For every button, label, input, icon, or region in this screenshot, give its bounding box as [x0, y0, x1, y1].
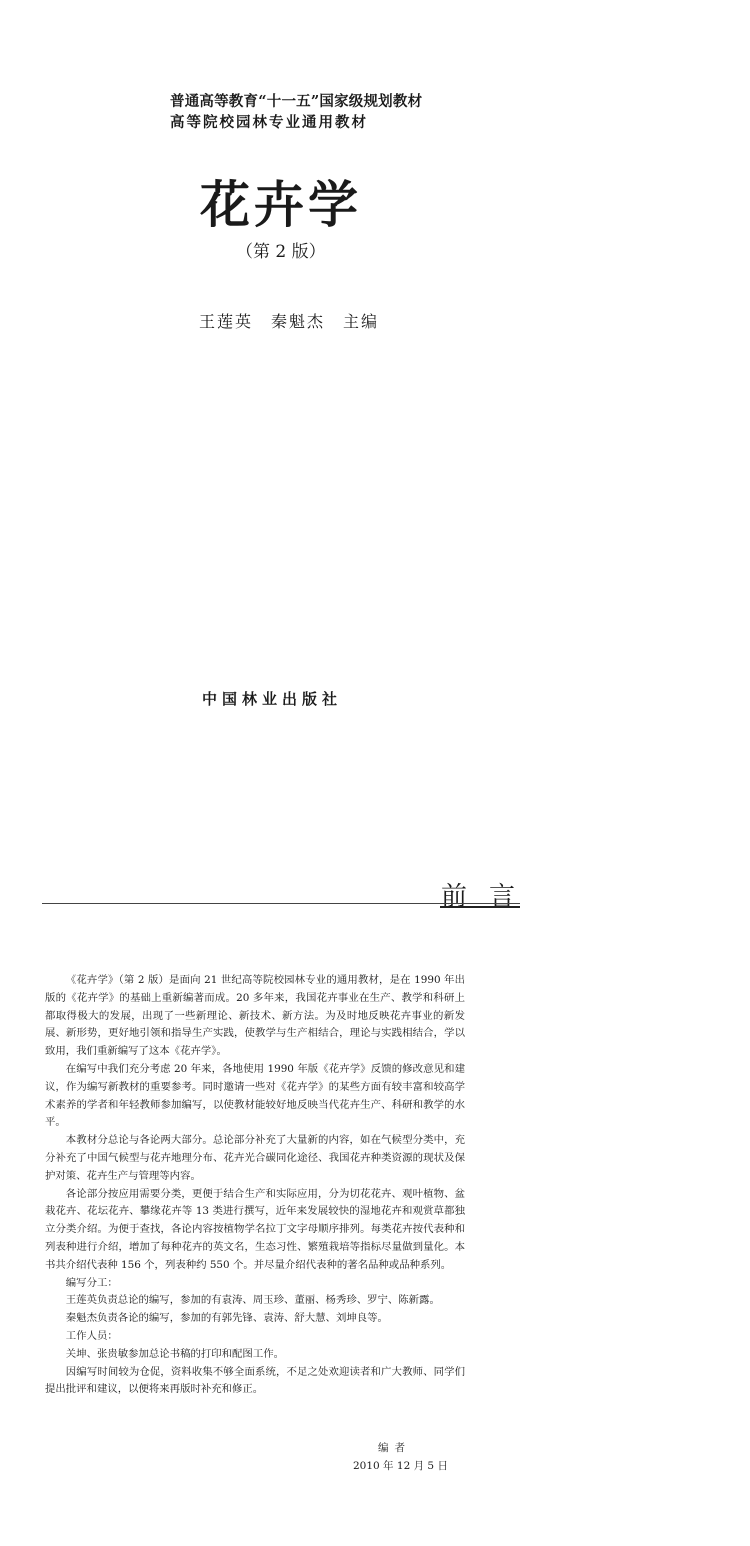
edition-label: （第 2 版）	[236, 242, 326, 262]
book-title: 花卉学	[200, 175, 362, 234]
series-line-1: 普通高等教育“十一五”国家级规划教材	[170, 93, 423, 110]
preface-paragraph: 本教材分总论与各论两大部分。总论部分补充了大量新的内容，如在气候型分类中，充分补充了中国气候型与花卉地理分布、花卉光合碳同化途径、我国花卉种类资源的现状及保护对策、花卉生产与管理等内容。	[45, 1134, 465, 1182]
preface-paragraph: 各论部分按应用需要分类，更便于结合生产和实际应用，分为切花花卉、观叶植物、盆栽花卉、花坛花卉、攀缘花卉等 13 类进行撰写，近年来发展较快的湿地花卉和观赏草都独立分类介绍。为便于查找，各论内容按植物学名拉丁文字母顺序排列。每类花卉按代表种和列表种进行介绍，增加了每种花卉的英文名，生态习性、繁殖栽培等指标尽量做到量化。本书共介绍代表种 156 个，列表种约 550 个。并尽量介绍代表种的著名品种或品种系列。	[45, 1187, 465, 1271]
preface-paragraph: 秦魁杰负责各论的编写，参加的有郭先锋、袁涛、舒大慧、刘坤良等。	[65, 1312, 388, 1325]
preface-paragraph: 在编写中我们充分考虑 20 年来，各地使用 1990 年版《花卉学》反馈的修改意见和建议，作为编写新教材的重要参考。同时邀请一些对《花卉学》的某些方面有较丰富和较高学术素养的学者和年轻教师参加编写，以使教材能较好地反映当代花卉生产、科研和教学的水平。	[45, 1062, 465, 1129]
preface-paragraph: 王莲英负责总论的编写，参加的有袁涛、周玉珍、董丽、杨秀珍、罗宁、陈新露。	[65, 1294, 440, 1307]
preface-date: 2010 年 12 月 5 日	[353, 1460, 448, 1472]
preface-heading: 前言	[441, 882, 538, 912]
series-line-2: 高等院校园林专业通用教材	[170, 114, 368, 131]
preface-paragraph: 因编写时间较为仓促，资料收集不够全面系统，不足之处欢迎读者和广大教师、同学们提出批评和建议，以便将来再版时补充和修正。	[45, 1365, 465, 1396]
preface-paragraph: 《花卉学》（第 2 版）是面向 21 世纪高等院校园林专业的通用教材，是在 1990 年出版的《花卉学》的基础上重新编著而成。20 多年来，我国花卉事业在生产、教学和科研上都取得极大的发展，出现了一些新理论、新技术、新方法。为及时地反映花卉事业的新发展、新形势，更好地引领和指导生产实践，使教学与生产相结合，理论与实践相结合，学以致用，我们重新编写了这本《花卉学》。	[45, 974, 465, 1058]
preface-paragraph: 编写分工：	[65, 1276, 118, 1289]
preface-paragraph: 工作人员：	[65, 1329, 118, 1342]
heading-rule	[42, 903, 520, 904]
preface-signature: 编者	[378, 1442, 411, 1454]
preface-paragraph: 关坤、张贵敏参加总论书稿的打印和配图工作。	[65, 1347, 284, 1360]
publisher-name: 中国林业出版社	[202, 690, 343, 708]
heading-rule-accent	[440, 906, 520, 908]
preface-body	[45, 972, 465, 1399]
authors-line: 王莲英 秦魁杰 主编	[199, 312, 380, 331]
